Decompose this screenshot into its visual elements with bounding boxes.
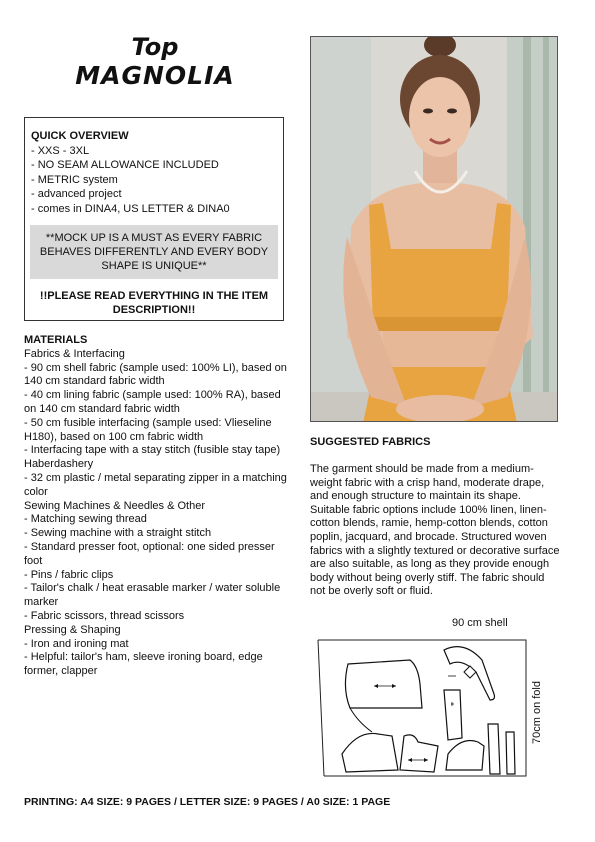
materials-heading: MATERIALS: [24, 334, 88, 346]
materials-line: Pressing & Shaping: [24, 623, 121, 636]
layout-fold-label: 70cm on fold: [531, 681, 543, 744]
cutting-layout-diagram: [314, 636, 530, 778]
materials-line: Sewing Machines & Needles & Other: [24, 499, 205, 512]
title-line-2: MAGNOLIA: [75, 60, 235, 90]
overview-heading: QUICK OVERVIEW: [31, 130, 129, 142]
materials-line: Fabrics & Interfacing: [24, 347, 125, 360]
overview-item: - advanced project: [31, 188, 122, 200]
suggested-fabrics-heading: SUGGESTED FABRICS: [310, 436, 431, 448]
overview-item: - XXS - 3XL: [31, 144, 90, 157]
mockup-callout: **MOCK UP IS A MUST AS EVERY FABRIC BEHAVES DIFFERENTLY AND EVERY BODY SHAPE IS UNIQUE**: [30, 225, 278, 279]
model-illustration: [311, 37, 558, 422]
materials-line: - Standard presser foot, optional: one sided presser foot: [24, 540, 275, 567]
suggested-fabrics-body: The garment should be made from a medium-weight fabric with a crisp hand, moderate drape, and enough structure to maintain its shape. Suitable fabric options include 100% linen, linen-cotton blends, ramie, hemp-cotton blends, cotton poplin, jacquard, and brocade. Structured woven fabrics with a slightly textured or decorative surface are also suitable, as long as they provide enough body without being overly stiff. The fabric should not be overly soft or fluid.: [310, 463, 560, 598]
materials-line: - Sewing machine with a straight stitch: [24, 527, 212, 540]
pattern-title: [24, 34, 286, 90]
layout-width-label: 90 cm shell: [452, 617, 508, 629]
materials-line: - 32 cm plastic / metal separating zipper in a matching color: [24, 471, 287, 498]
materials-section: [24, 334, 294, 679]
materials-line: - Iron and ironing mat: [24, 637, 129, 650]
overview-item: - comes in DINA4, US LETTER & DINA0: [31, 202, 230, 215]
materials-line: Haberdashery: [24, 458, 94, 471]
title-line-1: Top: [131, 33, 179, 61]
materials-line: - Matching sewing thread: [24, 513, 147, 526]
overview-item: - METRIC system: [31, 173, 118, 186]
materials-line: - Fabric scissors, thread scissors: [24, 609, 185, 622]
printing-info: PRINTING: A4 SIZE: 9 PAGES / LETTER SIZE: 9 PAGES / A0 SIZE: 1 PAGE: [24, 796, 391, 808]
materials-line: - 40 cm lining fabric (sample used: 100% RA), based on 140 cm standard fabric width: [24, 389, 281, 415]
materials-line: - Tailor's chalk / heat erasable marker / water soluble marker: [24, 582, 281, 609]
materials-line: - Helpful: tailor's ham, sleeve ironing board, edge former, clapper: [24, 651, 263, 678]
materials-line: - Interfacing tape with a stay stitch (fusible stay tape): [24, 444, 281, 457]
materials-line: - Pins / fabric clips: [24, 568, 114, 581]
quick-overview-box: [24, 117, 284, 321]
materials-line: - 90 cm shell fabric (sample used: 100% LI), based on 140 cm standard fabric width: [24, 361, 287, 388]
materials-line: - 50 cm fusible interfacing (sample used: Vlieseline H180), based on 100 cm fabric width: [24, 416, 272, 443]
read-description-warning: !!PLEASE READ EVERYTHING IN THE ITEM DESCRIPTION!!: [39, 290, 269, 316]
model-photo: [310, 36, 558, 422]
overview-item: - NO SEAM ALLOWANCE INCLUDED: [31, 159, 219, 171]
